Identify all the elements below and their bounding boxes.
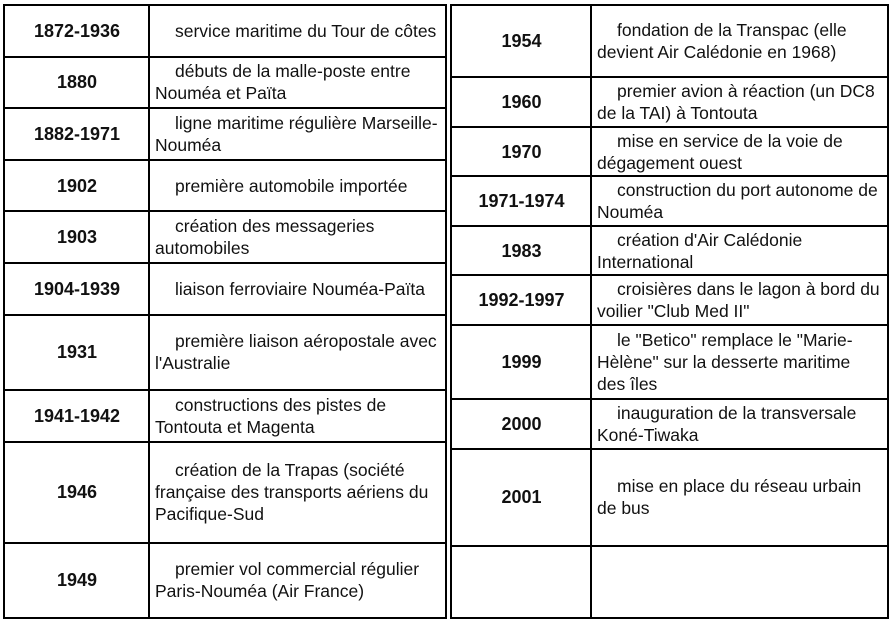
table-row <box>451 399 888 449</box>
table-row <box>4 315 446 390</box>
table-row <box>4 5 446 57</box>
year-cell: 1872-1936 <box>4 5 149 57</box>
year-cell: 1970 <box>451 127 591 177</box>
year-cell: 1941-1942 <box>4 390 149 442</box>
year-cell: 1971-1974 <box>451 176 591 226</box>
year-cell: 1992-1997 <box>451 275 591 325</box>
event-cell: fondation de la Transpac (elle devient Air Calédonie en 1968) <box>591 5 888 77</box>
event-cell: construction du port autonome de Nouméa <box>591 176 888 226</box>
table-row <box>451 546 888 618</box>
event-cell: croisières dans le lagon à bord du voilier "Club Med II" <box>591 275 888 325</box>
table-row <box>451 176 888 226</box>
year-cell: 1904-1939 <box>4 263 149 315</box>
table-row <box>4 390 446 442</box>
year-cell: 1882-1971 <box>4 108 149 160</box>
event-cell <box>591 546 888 618</box>
event-cell: mise en place du réseau urbain de bus <box>591 449 888 546</box>
event-cell: ligne maritime régulière Marseille-Nouméa <box>149 108 446 160</box>
event-cell: mise en service de la voie de dégagement ouest <box>591 127 888 177</box>
event-cell: liaison ferroviaire Nouméa-Païta <box>149 263 446 315</box>
year-cell: 2001 <box>451 449 591 546</box>
event-cell: inauguration de la transversale Koné-Tiwaka <box>591 399 888 449</box>
year-cell: 1949 <box>4 543 149 618</box>
table-row <box>4 263 446 315</box>
table-row <box>4 442 446 543</box>
table-row <box>451 5 888 77</box>
event-cell: première automobile importée <box>149 160 446 212</box>
year-cell: 1983 <box>451 226 591 276</box>
table-row <box>4 211 446 263</box>
year-cell: 1902 <box>4 160 149 212</box>
event-cell: débuts de la malle-poste entre Nouméa et Païta <box>149 57 446 109</box>
event-cell: création de la Trapas (société française des transports aériens du Pacifique-Sud <box>149 442 446 543</box>
table-row <box>4 57 446 109</box>
table-row <box>451 77 888 127</box>
event-cell: constructions des pistes de Tontouta et Magenta <box>149 390 446 442</box>
year-cell: 1999 <box>451 325 591 399</box>
table-row <box>4 543 446 618</box>
table-row <box>451 127 888 177</box>
year-cell: 1903 <box>4 211 149 263</box>
event-cell: le "Betico" remplace le "Marie-Hèlène" sur la desserte maritime des îles <box>591 325 888 399</box>
year-cell <box>451 546 591 618</box>
event-cell: création des messageries automobiles <box>149 211 446 263</box>
table-row <box>4 160 446 212</box>
table-row <box>4 108 446 160</box>
event-cell: première liaison aéropostale avec l'Australie <box>149 315 446 390</box>
year-cell: 2000 <box>451 399 591 449</box>
event-cell: service maritime du Tour de côtes <box>149 5 446 57</box>
year-cell: 1954 <box>451 5 591 77</box>
event-cell: premier avion à réaction (un DC8 de la TAI) à Tontouta <box>591 77 888 127</box>
table-row <box>451 226 888 276</box>
table-row <box>451 449 888 546</box>
year-cell: 1931 <box>4 315 149 390</box>
table-row <box>451 325 888 399</box>
table-row <box>451 275 888 325</box>
year-cell: 1960 <box>451 77 591 127</box>
event-cell: premier vol commercial régulier Paris-Nouméa (Air France) <box>149 543 446 618</box>
timeline-table-left <box>3 4 447 619</box>
timeline-table-right <box>450 4 889 619</box>
year-cell: 1880 <box>4 57 149 109</box>
event-cell: création d'Air Calédonie International <box>591 226 888 276</box>
year-cell: 1946 <box>4 442 149 543</box>
